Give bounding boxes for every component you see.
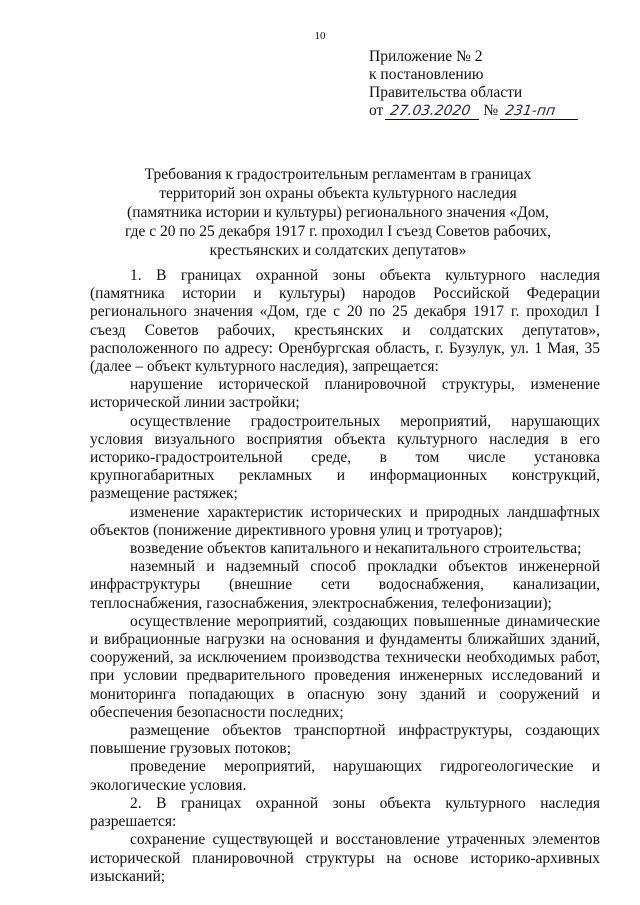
title-line-1: Требования к градостроительным регламентам в границах [144,166,532,183]
list-item: нарушение исторической планировочной структуры, изменение исторической линии застройки; [90,376,600,412]
appendix-header [369,48,579,120]
resolution-date-number [369,102,579,120]
handwritten-date: 27.03.2020 [385,104,481,120]
document-title [118,165,558,260]
appendix-line-3: Правительства области [369,84,523,101]
list-item: возведение объектов капитального и некапитального строительства; [130,540,582,558]
list-item: осуществление градостроительных мероприятий, нарушающих условия визуального восприятия объекта культурного наследия в его историко-градостроительной среде, в том числе установка крупногабаритных рекламных и информационных конструкций, размещение растяжек; [90,412,600,503]
list-item: изменение характеристик исторических и природных ландшафтных объектов (понижение директивного уровня улиц и тротуаров); [90,503,600,539]
list-item: сохранение существующей и восстановление утраченных элементов исторической планировочной структуры на основе историко-архивных изысканий; [90,831,600,885]
number-label: № [483,102,499,119]
title-line-2: территорий зон охраны объекта культурного наследия [159,185,517,202]
title-line-3: (памятника истории и культуры) регионального значения «Дом, [127,204,549,221]
title-line-4: где с 20 по 25 декабря 1917 г. проходил I съезд Советов рабочих, [124,223,552,240]
appendix-line-2: к постановлению [369,66,484,83]
handwritten-number: 231-пп [500,104,580,120]
appendix-line-1: Приложение № 2 [369,48,483,65]
from-label: от [369,102,384,119]
paragraph-2-permissions: 2. В границах охранной зоны объекта культурного наследия разрешается: [90,794,600,831]
list-item: наземный и надземный способ прокладки объектов инженерной инфраструктуры (внешние сети водоснабжения, канализации, теплоснабжения, газоснабжения, электроснабжения, телефонизации); [90,558,600,612]
title-line-5: крестьянских и солдатских депутатов» [209,242,467,259]
list-item: размещение объектов транспортной инфраструктуры, создающих повышение грузовых потоков; [90,722,600,758]
list-item: осуществление мероприятий, создающих повышенные динамические и вибрационные нагрузки на основания и фундаменты ближайших зданий, сооружений, за исключением производства технически необходимых работ, при условии предварительного проведения инженерных исследований и мониторинга попадающих в опасную зону зданий и сооружений и обеспечения безопасности последних; [90,612,600,721]
paragraph-1-prohibitions: 1. В границах охранной зоны объекта культурного наследия (памятника истории и культуры) народов Российской Федерации регионального значения «Дом, где с 20 по 25 декабря 1917 г. проходил I съезд Советов рабочих, крестьянских и солдатских депутатов», расположенного по адресу: Оренбургская область, г. Бузулук, ул. 1 Мая, 35 (далее – объект культурного наследия), запрещается: [90,267,600,376]
page-number: 10 [314,30,326,42]
list-item: проведение мероприятий, нарушающих гидрогеологические и экологические условия. [90,758,600,794]
document-body [90,267,600,886]
